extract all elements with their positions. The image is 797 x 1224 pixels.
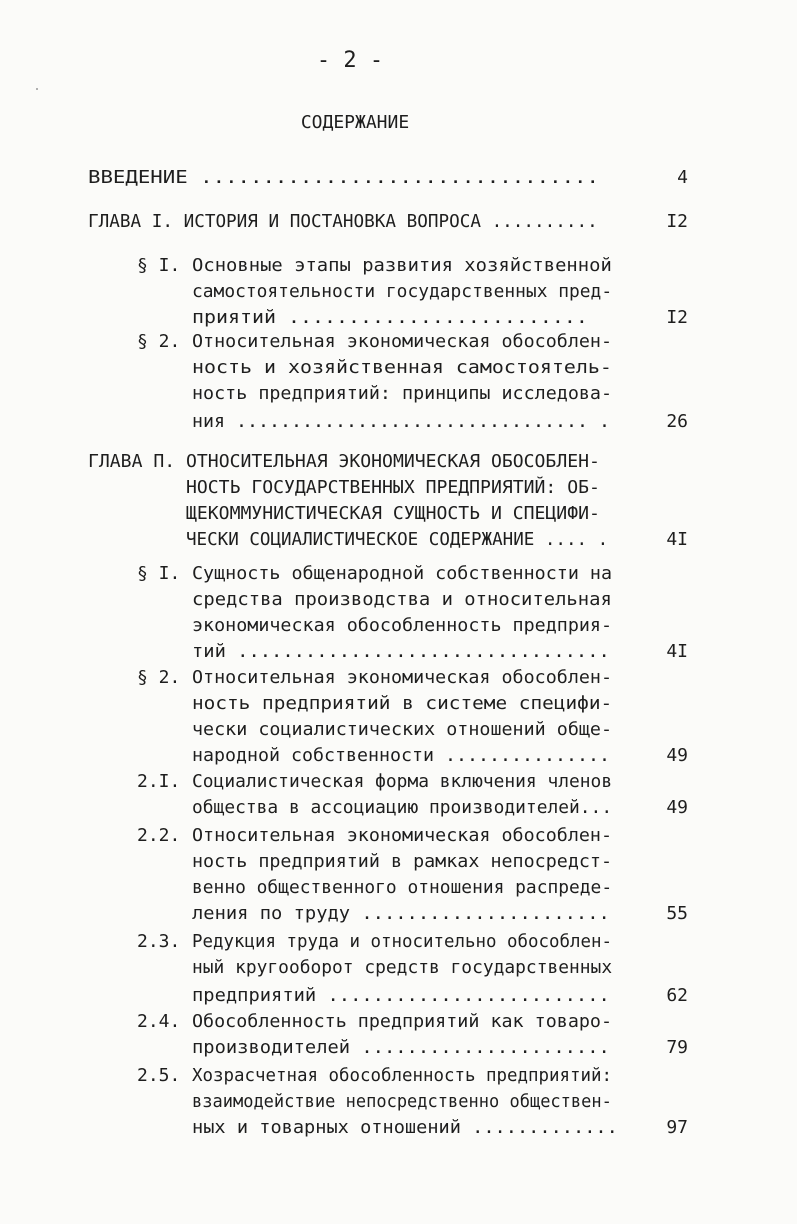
toc-entry-line: ЩЕКОММУНИСТИЧЕСКАЯ СУЩНОСТЬ И СПЕЦИФИ-: [186, 503, 600, 524]
toc-page-number: 4I: [666, 529, 688, 550]
toc-entry-line: ВВЕДЕНИЕ ................................: [88, 167, 599, 188]
toc-entry-line: чески социалистических отношений обще-: [192, 719, 613, 740]
toc-entry-line: ления по труду ......................: [192, 903, 610, 924]
toc-page-number: 55: [666, 903, 688, 924]
toc-entry-line: ность и хозяйственная самостоятель-: [192, 357, 612, 378]
toc-entry-line: народной собственности ...............: [192, 745, 610, 766]
toc-entry-line: ность предприятий в рамках непосредст-: [192, 851, 613, 872]
toc-entry-line: тий .................................: [192, 641, 610, 662]
toc-page-number: 97: [666, 1117, 688, 1138]
toc-entry-line: предприятий .........................: [192, 985, 610, 1006]
toc-heading: СОДЕРЖАНИЕ: [300, 112, 410, 133]
toc-entry-line: ния ................................ .: [192, 411, 610, 432]
toc-entry-line: Редукция труда и относительно обособлен-: [192, 931, 613, 952]
toc-entry-line: самостоятельности государственных пред-: [192, 281, 613, 302]
toc-entry-line: Хозрасчетная обособленность предприятий:: [192, 1065, 613, 1086]
toc-page-number: I2: [666, 307, 688, 328]
toc-entry-line: производителей ......................: [192, 1037, 610, 1058]
paper-speck: [36, 88, 38, 90]
toc-entry-number: 2.5.: [137, 1065, 181, 1086]
toc-entry-line: Относительная экономическая обособлен-: [192, 825, 613, 846]
toc-entry-line: ный кругооборот средств государственных: [192, 957, 613, 978]
toc-entry-line: Относительная экономическая обособлен-: [192, 331, 613, 352]
toc-entry-number: § I.: [137, 255, 181, 276]
toc-entry-line: НОСТЬ ГОСУДАРСТВЕННЫХ ПРЕДПРИЯТИЙ: ОБ-: [186, 477, 600, 498]
toc-entry-number: 2.I.: [137, 771, 181, 792]
toc-entry-number: 2.3.: [137, 931, 181, 952]
toc-entry-line: Основные этапы развития хозяйственной: [192, 255, 612, 276]
toc-entry-line: ГЛАВА I. ИСТОРИЯ И ПОСТАНОВКА ВОПРОСА ..........: [88, 211, 598, 232]
toc-page-number: 26: [666, 411, 688, 432]
toc-page-number: 4: [677, 167, 688, 188]
toc-page-number: 49: [666, 797, 688, 818]
toc-entry-line: средства производства и относительная: [192, 589, 612, 610]
toc-entry-line: ность предприятий в системе специфи-: [192, 693, 613, 714]
toc-entry-number: 2.4.: [137, 1011, 181, 1032]
toc-entry-line: Относительная экономическая обособлен-: [192, 667, 613, 688]
page-number: - 2 -: [316, 48, 384, 73]
toc-entry-line: взаимодействие непосредственно обществен-: [192, 1091, 612, 1112]
toc-page-number: 49: [666, 745, 688, 766]
toc-page-number: I2: [666, 211, 688, 232]
toc-entry-line: ность предприятий: принципы исследова-: [192, 383, 613, 404]
toc-entry-line: экономическая обособленность предприя-: [192, 615, 613, 636]
toc-entry-line: Обособленность предприятий как товаро-: [192, 1011, 613, 1032]
toc-entry-number: 2.2.: [137, 825, 181, 846]
toc-entry-number: § I.: [137, 563, 181, 584]
toc-entry-number: § 2.: [137, 667, 181, 688]
toc-entry-line: приятий .........................: [192, 307, 588, 328]
toc-entry-line: ГЛАВА П. ОТНОСИТЕЛЬНАЯ ЭКОНОМИЧЕСКАЯ ОБОСОБЛЕН-: [88, 451, 600, 472]
toc-entry-line: венно общественного отношения распреде-: [192, 877, 613, 898]
toc-page-number: 4I: [666, 641, 688, 662]
toc-entry-number: § 2.: [137, 331, 181, 352]
toc-page-number: 62: [666, 985, 688, 1006]
toc-entry-line: ЧЕСКИ СОЦИАЛИСТИЧЕСКОЕ СОДЕРЖАНИЕ .... .: [186, 529, 609, 550]
toc-entry-line: ных и товарных отношений .............: [192, 1117, 618, 1138]
toc-entry-line: Сущность общенародной собственности на: [192, 563, 613, 584]
toc-entry-line: общества в ассоциацию производителей...: [192, 797, 613, 818]
toc-entry-line: Социалистическая форма включения членов: [192, 771, 613, 792]
toc-page-number: 79: [666, 1037, 688, 1058]
